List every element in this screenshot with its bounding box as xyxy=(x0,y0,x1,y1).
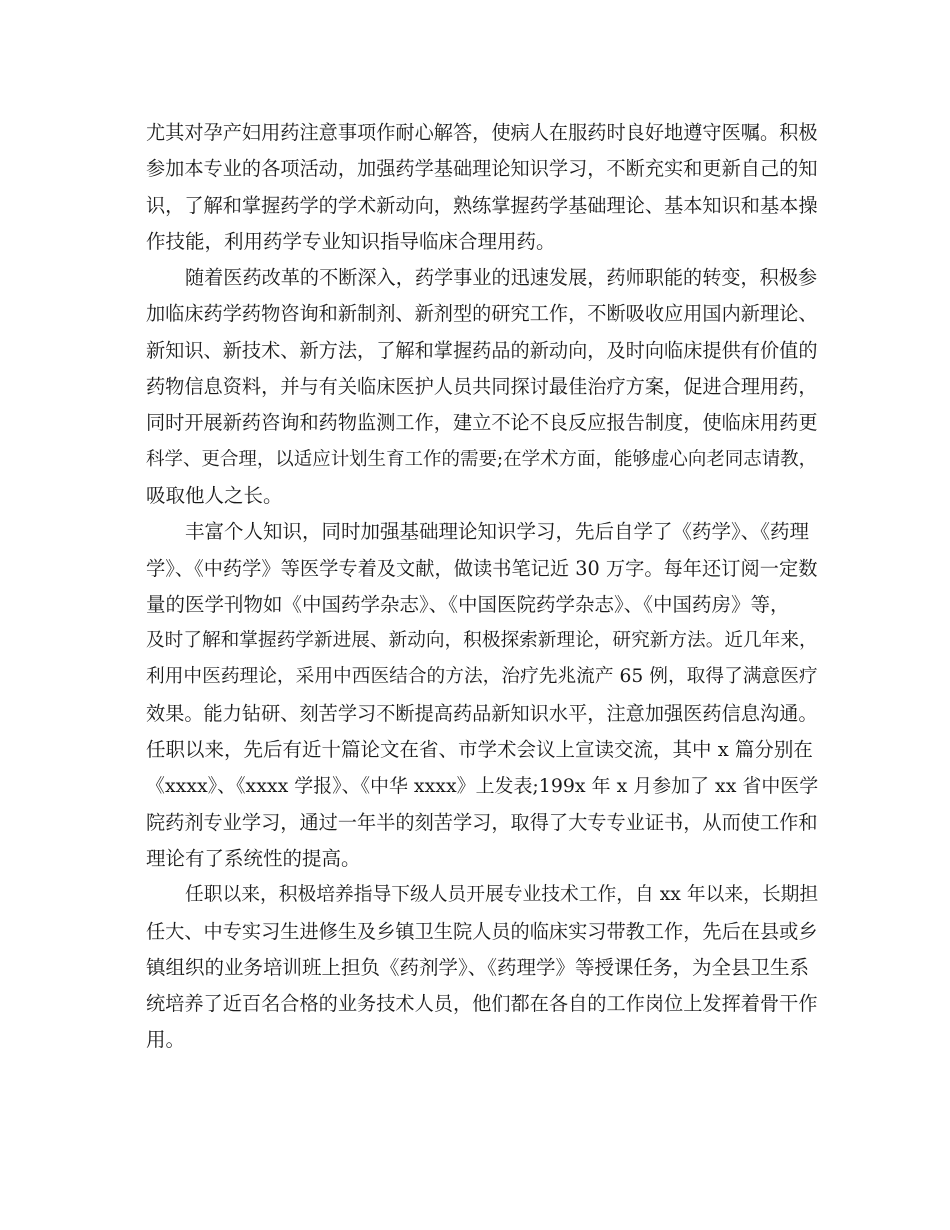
text-line: 尤其对孕产妇用药注意事项作耐心解答，使病人在服药时良好地遵守医嘱。积极 xyxy=(146,121,818,144)
text-line: 院药剂专业学习，通过一年半的刻苦学习，取得了大专专业证书，从而使工作和 xyxy=(146,810,818,834)
text-line: 参加本专业的各项活动，加强药学基础理论知识学习，不断充实和更新自己的知 xyxy=(146,157,818,181)
text-line: 识，了解和掌握药学的学术新动向，熟练掌握药学基础理论、基本知识和基本操 xyxy=(146,193,818,217)
text-line: 作技能，利用药学专业知识指导临床合理用药。 xyxy=(146,229,556,253)
text-line: 《xxxx》、《xxxx 学报》、《中华 xxxx》上发表;199x 年 x 月参加了 xx 省中医学 xyxy=(146,775,819,798)
text-line: 科学、更合理，以适应计划生育工作的需要;在学术方面，能够虚心向老同志请教， xyxy=(146,448,818,470)
text-line: 用。 xyxy=(146,1028,186,1052)
text-line: 药物信息资料，并与有关临床医护人员共同探讨最佳治疗方案，促进合理用药， xyxy=(146,375,818,399)
body-text xyxy=(146,115,818,1059)
text-line: 任大、中专实习生进修生及乡镇卫生院人员的临床实习带教工作，先后在县或乡 xyxy=(146,919,818,943)
text-line: 效果。能力钻研、刻苦学习不断提高药品新知识水平，注意加强医药信息沟通。 xyxy=(146,701,818,725)
text-line: 镇组织的业务培训班上担负《药剂学》、《药理学》等授课任务，为全县卫生系 xyxy=(146,955,810,979)
text-line: 及时了解和掌握药学新进展、新动向，积极探索新理论，研究新方法。近几年来， xyxy=(146,630,818,652)
text-line: 任职以来，先后有近十篇论文在省、市学术会议上宣读交流，其中 x 篇分别在 xyxy=(146,738,813,762)
text-line: 新知识、新技术、新方法，了解和掌握药品的新动向，及时向临床提供有价值的 xyxy=(146,338,818,362)
text-line: 利用中医药理论，采用中西医结合的方法，治疗先兆流产 65 例，取得了满意医疗 xyxy=(146,666,818,688)
text-line: 加临床药学药物咨询和新制剂、新剂型的研究工作，不断吸收应用国内新理论、 xyxy=(146,302,818,326)
text-line: 同时开展新药咨询和药物监测工作，建立不论不良反应报告制度，使临床用药更 xyxy=(146,411,818,435)
text-line: 吸取他人之长。 xyxy=(146,483,283,507)
text-line: 丰富个人知识，同时加强基础理论知识学习，先后自学了《药学》、《药理 xyxy=(185,520,810,544)
text-line: 量的医学刊物如《中国药学杂志》、《中国医院药学杂志》、《中国药房》等， xyxy=(146,592,790,616)
text-line: 理论有了系统性的提高。 xyxy=(146,846,361,870)
text-line: 学》、《中药学》等医学专着及文献，做读书笔记近 30 万字。每年还订阅一定数 xyxy=(146,556,818,580)
text-line: 随着医药改革的不断深入，药学事业的迅速发展，药师职能的转变，积极参 xyxy=(185,266,818,290)
text-line: 任职以来，积极培养指导下级人员开展专业技术工作，自 xx 年以来，长期担 xyxy=(185,884,819,906)
text-line: 统培养了近百名合格的业务技术人员，他们都在各自的工作岗位上发挥着骨干作 xyxy=(146,992,818,1016)
